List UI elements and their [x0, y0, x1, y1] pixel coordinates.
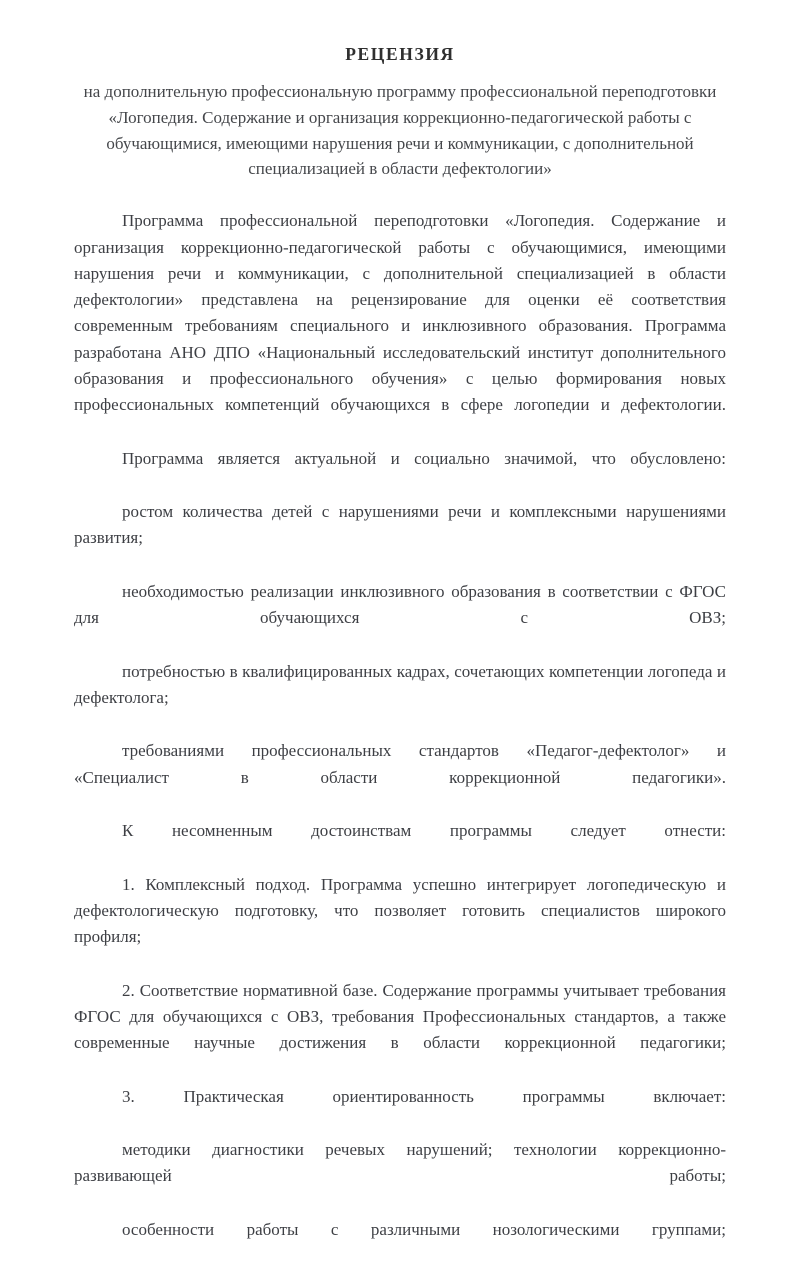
paragraph: методики диагностики речевых нарушений; технологии коррекционно-развивающей работы; — [74, 1140, 726, 1186]
document-body — [74, 208, 726, 1269]
page-title: РЕЦЕНЗИЯ — [345, 44, 455, 64]
paragraph: Программа является актуальной и социально значимой, что обусловлено: — [122, 448, 726, 468]
paragraph: особенности работы с различными нозологическими группами; — [122, 1219, 726, 1239]
document-subtitle: на дополнительную профессиональную программу профессиональной переподготовки «Логопедия. Содержание и организация коррекционно-педагогической работы с обучающимися, имеющими нарушения речи и коммуникации, с дополнительной специализацией в области дефектологии» — [83, 82, 717, 179]
paragraph: К несомненным достоинствам программы следует отнести: — [122, 821, 726, 841]
paragraph: 3. Практическая ориентированность программы включает: — [122, 1086, 726, 1106]
paragraph: Программа профессиональной переподготовки «Логопедия. Содержание и организация коррекционно-педагогической работы с обучающимися, имеющими нарушения речи и коммуникации, с дополнительной специализацией в области дефектологии» представлена на рецензирование для оценки её соответствия современным требованиям специального и инклюзивного образования. Программа разработана АНО ДПО «Национальный исследовательский институт дополнительного образования и профессионального обучения» с целью формирования новых профессиональных компетенций обучающихся в сфере логопедии и дефектологии. — [74, 211, 726, 415]
paragraph: требованиями профессиональных стандартов «Педагог-дефектолог» и «Специалист в области коррекционной педагогики». — [74, 741, 726, 787]
paragraph: ростом количества детей с нарушениями речи и комплексными нарушениями развития; — [74, 502, 726, 548]
paragraph: 1. Комплексный подход. Программа успешно интегрирует логопедическую и дефектологическую подготовку, что позволяет готовить специалистов широкого профиля; — [74, 874, 726, 947]
paragraph: потребностью в квалифицированных кадрах, сочетающих компетенции логопеда и дефектолога; — [74, 661, 726, 707]
paragraph: необходимостью реализации инклюзивного образования в соответствии с ФГОС для обучающихся с ОВЗ; — [74, 581, 726, 628]
paragraph: 2. Соответствие нормативной базе. Содержание программы учитывает требования ФГОС для обучающихся с ОВЗ, требования Профессиональных стандартов, а также современные научные достижения в области коррекционной педагогики; — [74, 980, 726, 1053]
